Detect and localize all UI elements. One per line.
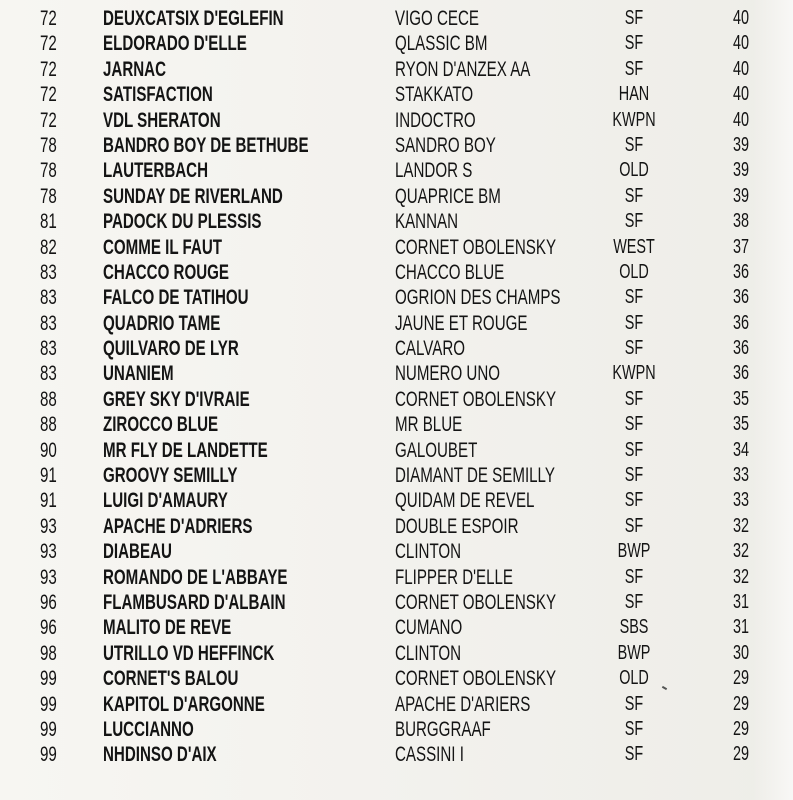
horse-name-cell: GREY SKY D'IVRAIE	[103, 387, 250, 411]
score-cell: 37	[733, 235, 750, 258]
sire-name-cell: BURGGRAAF	[395, 717, 491, 741]
studbook-cell: SF	[624, 286, 644, 309]
studbook-cell: KWPN	[612, 362, 656, 385]
rank-cell: 78	[40, 133, 57, 157]
table-row	[0, 260, 793, 285]
table-row	[0, 82, 793, 107]
horse-name-cell: JARNAC	[103, 57, 167, 81]
rank-cell: 88	[40, 413, 57, 437]
score-cell: 35	[733, 413, 750, 436]
rank-cell: 78	[40, 184, 57, 208]
score-cell: 36	[733, 260, 750, 283]
studbook-cell: SF	[624, 184, 644, 207]
rank-cell: 93	[40, 565, 57, 589]
rank-cell: 88	[40, 387, 57, 411]
ranking-table	[0, 6, 793, 768]
studbook-cell: SF	[624, 57, 644, 80]
studbook-cell: SF	[624, 387, 644, 410]
sire-name-cell: CASSINI I	[395, 743, 464, 767]
table-row	[0, 31, 793, 56]
studbook-cell: SF	[624, 133, 644, 156]
sire-name-cell: VIGO CECE	[395, 7, 480, 30]
table-row	[0, 717, 793, 742]
score-cell: 29	[733, 692, 750, 715]
studbook-cell: SF	[624, 717, 644, 740]
rank-cell: 83	[40, 362, 57, 386]
score-cell: 40	[733, 7, 750, 29]
sire-name-cell: SANDRO BOY	[395, 133, 496, 157]
table-row	[0, 108, 793, 133]
rank-cell: 90	[40, 438, 57, 462]
table-row	[0, 158, 793, 183]
table-row	[0, 412, 793, 437]
sire-name-cell: STAKKATO	[395, 83, 474, 107]
horse-name-cell: SUNDAY DE RIVERLAND	[103, 184, 283, 208]
rank-cell: 96	[40, 590, 57, 614]
studbook-cell: SF	[624, 464, 644, 487]
horse-name-cell: CORNET'S BALOU	[103, 667, 239, 691]
score-cell: 38	[733, 210, 750, 233]
table-row	[0, 235, 793, 260]
score-cell: 36	[733, 362, 750, 385]
sire-name-cell: INDOCTRO	[395, 108, 476, 132]
rank-cell: 93	[40, 540, 57, 564]
horse-name-cell: DEUXCATSIX D'EGLEFIN	[103, 7, 284, 30]
score-cell: 29	[733, 667, 750, 690]
sire-name-cell: RYON D'ANZEX AA	[395, 57, 531, 81]
table-row	[0, 361, 793, 386]
table-row	[0, 742, 793, 767]
rank-cell: 78	[40, 159, 57, 183]
horse-name-cell: ROMANDO DE L'ABBAYE	[103, 565, 288, 589]
sire-name-cell: CORNET OBOLENSKY	[395, 235, 557, 259]
studbook-cell: SF	[624, 210, 644, 233]
score-cell: 29	[733, 717, 750, 740]
score-cell: 39	[733, 133, 750, 156]
score-cell: 36	[733, 337, 750, 360]
sire-name-cell: QUIDAM DE REVEL	[395, 489, 535, 513]
studbook-cell: SF	[624, 743, 644, 766]
rank-cell: 99	[40, 743, 57, 767]
horse-name-cell: LUIGI D'AMAURY	[103, 489, 228, 513]
table-row	[0, 514, 793, 539]
horse-name-cell: MR FLY DE LANDETTE	[103, 438, 268, 462]
sire-name-cell: CUMANO	[395, 616, 463, 640]
sire-name-cell: APACHE D'ARIERS	[395, 692, 531, 716]
horse-name-cell: QUILVARO DE LYR	[103, 337, 239, 361]
sire-name-cell: CORNET OBOLENSKY	[395, 590, 557, 614]
table-row	[0, 615, 793, 640]
rank-cell: 96	[40, 616, 57, 640]
rank-cell: 72	[40, 7, 57, 30]
horse-name-cell: LUCCIANNO	[103, 717, 194, 741]
score-cell: 36	[733, 286, 750, 309]
sire-name-cell: GALOUBET	[395, 438, 478, 462]
horse-name-cell: UNANIEM	[103, 362, 174, 386]
studbook-cell: SF	[624, 438, 644, 461]
rank-cell: 81	[40, 210, 57, 234]
horse-name-cell: COMME IL FAUT	[103, 235, 223, 259]
table-row	[0, 6, 793, 31]
studbook-cell: SF	[624, 337, 644, 360]
score-cell: 40	[733, 32, 750, 55]
score-cell: 33	[733, 489, 750, 512]
sire-name-cell: NUMERO UNO	[395, 362, 501, 386]
horse-name-cell: BANDRO BOY DE BETHUBE	[103, 133, 309, 157]
table-row	[0, 539, 793, 564]
table-row	[0, 387, 793, 412]
studbook-cell: BWP	[617, 641, 651, 664]
horse-name-cell: DIABEAU	[103, 540, 172, 564]
score-cell: 34	[733, 438, 750, 461]
table-row	[0, 311, 793, 336]
rank-cell: 99	[40, 667, 57, 691]
score-cell: 39	[733, 184, 750, 207]
studbook-cell: SF	[624, 311, 644, 334]
rank-cell: 83	[40, 260, 57, 284]
score-cell: 31	[733, 616, 750, 639]
table-row	[0, 666, 793, 691]
sire-name-cell: CLINTON	[395, 540, 462, 564]
table-row	[0, 488, 793, 513]
horse-name-cell: VDL SHERATON	[103, 108, 221, 132]
sire-name-cell: DIAMANT DE SEMILLY	[395, 464, 555, 488]
sire-name-cell: CORNET OBOLENSKY	[395, 387, 557, 411]
rank-cell: 83	[40, 337, 57, 361]
sire-name-cell: OGRION DES CHAMPS	[395, 286, 561, 310]
studbook-cell: SF	[624, 489, 644, 512]
table-row	[0, 209, 793, 234]
sire-name-cell: JAUNE ET ROUGE	[395, 311, 528, 335]
sire-name-cell: FLIPPER D'ELLE	[395, 565, 514, 589]
horse-name-cell: QUADRIO TAME	[103, 311, 221, 335]
rank-cell: 83	[40, 311, 57, 335]
horse-name-cell: ZIROCCO BLUE	[103, 413, 219, 437]
rank-cell: 72	[40, 57, 57, 81]
horse-name-cell: UTRILLO VD HEFFINCK	[103, 641, 275, 665]
table-row	[0, 184, 793, 209]
table-row	[0, 438, 793, 463]
studbook-cell: SF	[624, 565, 644, 588]
rank-cell: 93	[40, 514, 57, 538]
studbook-cell: SF	[624, 7, 644, 29]
rank-cell: 91	[40, 464, 57, 488]
horse-name-cell: GROOVY SEMILLY	[103, 464, 238, 488]
table-row	[0, 57, 793, 82]
sire-name-cell: CALVARO	[395, 337, 466, 361]
score-cell: 29	[733, 743, 750, 766]
sire-name-cell: CORNET OBOLENSKY	[395, 667, 557, 691]
rank-cell: 99	[40, 717, 57, 741]
rank-cell: 91	[40, 489, 57, 513]
horse-name-cell: LAUTERBACH	[103, 159, 208, 183]
rank-cell: 98	[40, 641, 57, 665]
horse-name-cell: KAPITOL D'ARGONNE	[103, 692, 265, 716]
sire-name-cell: LANDOR S	[395, 159, 473, 183]
horse-name-cell: MALITO DE REVE	[103, 616, 232, 640]
studbook-cell: BWP	[617, 540, 651, 563]
studbook-cell: SF	[624, 413, 644, 436]
sire-name-cell: QUAPRICE BM	[395, 184, 501, 208]
table-row	[0, 565, 793, 590]
horse-name-cell: NHDINSO D'AIX	[103, 743, 217, 767]
studbook-cell: OLD	[619, 159, 649, 182]
studbook-cell: WEST	[613, 235, 655, 258]
horse-name-cell: PADOCK DU PLESSIS	[103, 210, 262, 234]
rank-cell: 72	[40, 108, 57, 132]
studbook-cell: OLD	[619, 260, 649, 283]
studbook-cell: SF	[624, 514, 644, 537]
table-row	[0, 133, 793, 158]
studbook-cell: KWPN	[612, 108, 656, 131]
score-cell: 35	[733, 387, 750, 410]
horse-name-cell: CHACCO ROUGE	[103, 260, 230, 284]
table-row	[0, 336, 793, 361]
sire-name-cell: CHACCO BLUE	[395, 260, 505, 284]
score-cell: 36	[733, 311, 750, 334]
rank-cell: 72	[40, 83, 57, 107]
score-cell: 39	[733, 159, 750, 182]
score-cell: 40	[733, 108, 750, 131]
rank-cell: 82	[40, 235, 57, 259]
table-row	[0, 463, 793, 488]
table-row	[0, 641, 793, 666]
horse-name-cell: APACHE D'ADRIERS	[103, 514, 253, 538]
score-cell: 30	[733, 641, 750, 664]
score-cell: 32	[733, 540, 750, 563]
score-cell: 33	[733, 464, 750, 487]
horse-name-cell: FALCO DE TATIHOU	[103, 286, 249, 310]
score-cell: 31	[733, 590, 750, 613]
rank-cell: 83	[40, 286, 57, 310]
studbook-cell: SBS	[619, 616, 649, 639]
horse-name-cell: ELDORADO D'ELLE	[103, 32, 247, 56]
rank-cell: 99	[40, 692, 57, 716]
sire-name-cell: MR BLUE	[395, 413, 463, 437]
studbook-cell: SF	[624, 692, 644, 715]
score-cell: 32	[733, 565, 750, 588]
sire-name-cell: DOUBLE ESPOIR	[395, 514, 519, 538]
score-cell: 40	[733, 83, 750, 106]
horse-name-cell: FLAMBUSARD D'ALBAIN	[103, 590, 286, 614]
table-row	[0, 692, 793, 717]
horse-name-cell: SATISFACTION	[103, 83, 213, 107]
score-cell: 40	[733, 57, 750, 80]
studbook-cell: SF	[624, 590, 644, 613]
studbook-cell: HAN	[618, 83, 650, 106]
rank-cell: 72	[40, 32, 57, 56]
table-row	[0, 285, 793, 310]
studbook-cell: SF	[624, 32, 644, 55]
score-cell: 32	[733, 514, 750, 537]
sire-name-cell: QLASSIC BM	[395, 32, 488, 56]
sire-name-cell: CLINTON	[395, 641, 462, 665]
table-row	[0, 590, 793, 615]
sire-name-cell: KANNAN	[395, 210, 459, 234]
studbook-cell: OLD	[619, 667, 649, 690]
